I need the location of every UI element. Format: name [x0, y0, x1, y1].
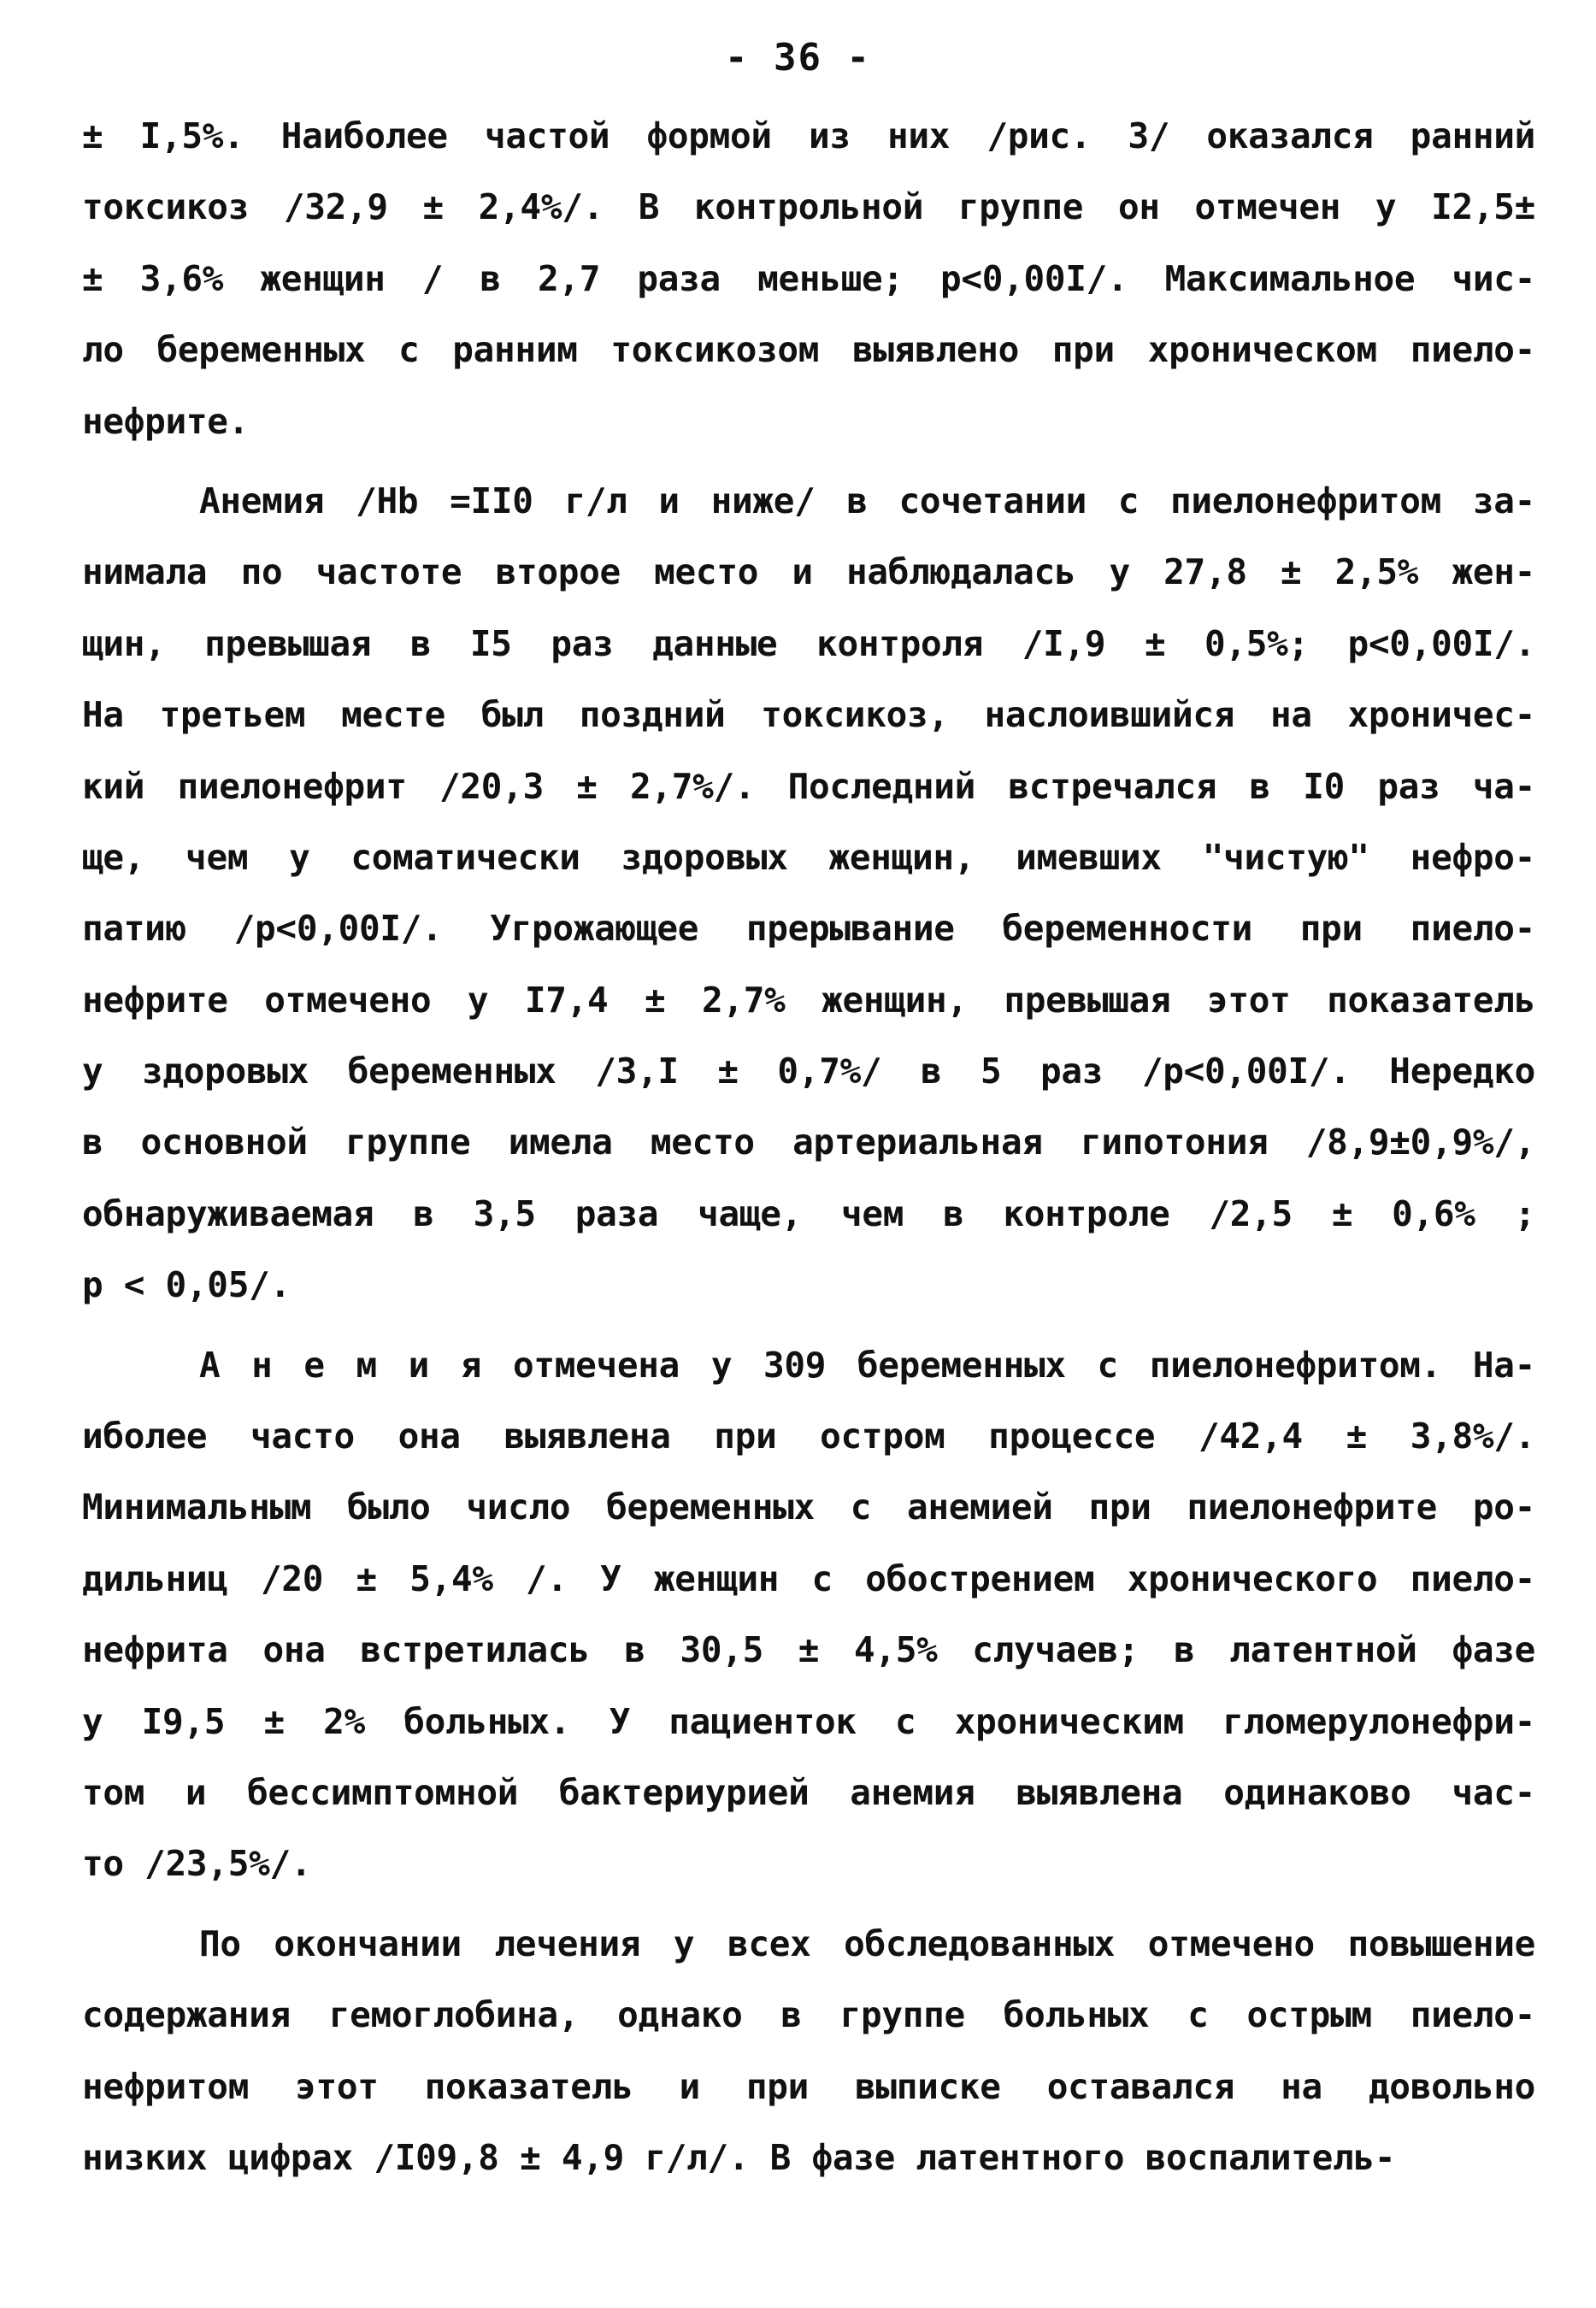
text-line: в основной группе имела место артериальная гипотония /8,9±0,9%/, [82, 1122, 1535, 1163]
text-line: щин, превышая в I5 раз данные контроля /I,9 ± 0,5%; р<0,00I/. [82, 622, 1535, 664]
text-line: у I9,5 ± 2% больных. У пациенток с хроническим гломерулонефри- [82, 1700, 1535, 1742]
text-line: том и бессимптомной бактериурией анемия выявлена одинаково час- [82, 1771, 1535, 1813]
page-number: - 36 - [725, 36, 871, 79]
paragraph-gap [82, 1322, 1535, 1330]
text-line: На третьем месте был поздний токсикоз, наслоившийся на хроничес- [82, 694, 1535, 736]
text-line: дильниц /20 ± 5,4% /. У женщин с обострением хронического пиело- [82, 1557, 1535, 1599]
text-line: низких цифрах /I09,8 ± 4,9 г/л/. В фазе латентного воспалитель- [82, 2136, 1396, 2178]
paragraph [82, 466, 1535, 1322]
paragraph [82, 1330, 1535, 1900]
paragraph [82, 1909, 1535, 2194]
text-line: у здоровых беременных /3,I ± 0,7%/ в 5 раз /р<0,00I/. Нередко [82, 1051, 1535, 1092]
text-line: нефрита она встретилась в 30,5 ± 4,5% случаев; в латентной фазе [82, 1629, 1535, 1671]
paragraph-gap [82, 1900, 1535, 1909]
text-line: А н е м и я отмечена у 309 беременных с пиелонефритом. На- [199, 1344, 1535, 1386]
body-text [82, 101, 1535, 2193]
text-line: содержания гемоглобина, однако в группе больных с острым пиело- [82, 1994, 1535, 2036]
text-line: Анемия /Hb =II0 г/л и ниже/ в сочетании с пиелонефритом за- [199, 480, 1535, 521]
text-line: ще, чем у соматически здоровых женщин, имевших "чистую" нефро- [82, 836, 1535, 878]
text-line: кий пиелонефрит /20,3 ± 2,7%/. Последний встречался в I0 раз ча- [82, 765, 1535, 807]
text-line: ± I,5%. Наиболее частой формой из них /рис. 3/ оказался ранний [82, 115, 1535, 156]
text-line: иболее часто она выявлена при остром процессе /42,4 ± 3,8%/. [82, 1416, 1535, 1457]
paragraph-gap [82, 457, 1535, 466]
text-line: токсикоз /32,9 ± 2,4%/. В контрольной группе он отмечен у I2,5± [82, 186, 1535, 228]
text-line: нефритом этот показатель и при выписке оставался на довольно [82, 2065, 1535, 2107]
text-line: ± 3,6% женщин / в 2,7 раза меньше; р<0,00I/. Максимальное чис- [82, 257, 1535, 299]
text-line: патию /р<0,00I/. Угрожающее прерывание беременности при пиело- [82, 908, 1535, 950]
text-line: Минимальным было число беременных с анемией при пиелонефрите ро- [82, 1487, 1535, 1528]
text-line: По окончании лечения у всех обследованных отмечено повышение [199, 1922, 1535, 1964]
paragraph [82, 101, 1535, 457]
text-line: то /23,5%/. [82, 1843, 312, 1885]
text-line: нефрите отмечено у I7,4 ± 2,7% женщин, превышая этот показатель [82, 979, 1535, 1021]
text-line: нимала по частоте второе место и наблюдалась у 27,8 ± 2,5% жен- [82, 551, 1535, 593]
text-line: обнаруживаемая в 3,5 раза чаще, чем в контроле /2,5 ± 0,6% ; [82, 1192, 1535, 1234]
text-line: р < 0,05/. [82, 1264, 291, 1306]
text-line: нефрите. [82, 400, 250, 442]
text-line: ло беременных с ранним токсикозом выявлено при хроническом пиело- [82, 329, 1535, 371]
